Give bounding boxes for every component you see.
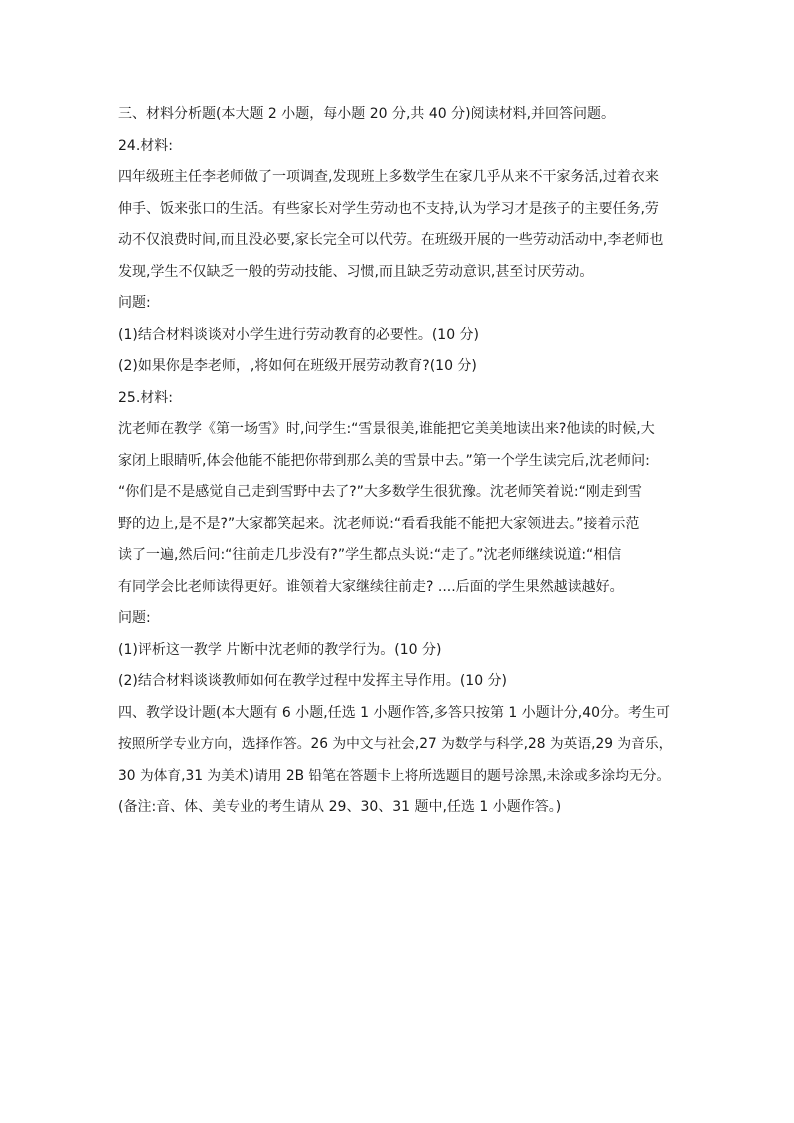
material-25-line: 野的边上,是不是?”大家都笑起来。沈老师说:“看看我能不能把大家领进去。”接着示范 (118, 515, 640, 532)
question-25-sub-2: (2)结合材料谈谈教师如何在教学过程中发挥主导作用。(10 分) (118, 673, 508, 689)
material-24-line: 发现,学生不仅缺乏一般的劳动技能、习惯,而且缺乏劳动意识,甚至讨厌劳动。 (118, 263, 594, 280)
question-24-label: 24.材料: (118, 137, 173, 154)
question-25-problem-label: 问题: (118, 610, 151, 626)
material-24-line: 伸手、饭来张口的生活。有些家长对学生劳动也不支持,认为学习才是孩子的主要任务,劳 (118, 200, 659, 217)
question-24-sub-1: (1)结合材料谈谈对小学生进行劳动教育的必要性。(10 分) (118, 326, 480, 343)
document-body (118, 99, 678, 824)
section-four-line: 30 为体育,31 为美术)请用 2B 铅笔在答题卡上将所选题目的题号涂黑,未涂或多涂均无分。 (118, 767, 671, 784)
material-24-line: 动不仅浪费时间,而且没必要,家长完全可以代劳。在班级开展的一些劳动活动中,李老师也 (118, 232, 664, 248)
material-24-line: 四年级班主任李老师做了一项调查,发现班上多数学生在家几乎从来不干家务活,过着衣来 (118, 169, 659, 185)
material-25-line: 有同学会比老师读得更好。谁领着大家继续往前走? ....后面的学生果然越读越好。 (118, 578, 624, 595)
material-25-line: 沈老师在教学《第一场雪》时,问学生:“雪景很美,谁能把它美美地读出来?他读的时候,大 (118, 421, 655, 437)
question-25-label: 25.材料: (118, 389, 173, 406)
section-four-line: 按照所学专业方向，选择作答。26 为中文与社会,27 为数学与科学,28 为英语,29 为音乐， (118, 736, 673, 752)
section-three-heading: 三、材料分析题(本大题 2 小题，每小题 20 分,共 40 分)阅读材料,并回答问题。 (118, 106, 616, 122)
material-25-line: 家闭上眼睛听,体会他能不能把你带到那么美的雪景中去。”第一个学生读完后,沈老师问: (118, 452, 650, 469)
material-25-line: “你们是不是感觉自己走到雪野中去了?”大多数学生很犹豫。沈老师笑着说:“刚走到雪 (118, 484, 642, 500)
section-four-note: (备注:音、体、美专业的考生请从 29、30、31 题中,任选 1 小题作答。) (118, 799, 562, 815)
material-25-line: 读了一遍,然后问:“往前走几步没有?”学生都点头说:“走了。”沈老师继续说道:“相信 (118, 547, 622, 563)
section-four-line: 四、教学设计题(本大题有 6 小题,任选 1 小题作答,多答只按第 1 小题计分,40分。考生可 (118, 704, 671, 721)
question-24-sub-2: (2)如果你是李老师，,将如何在班级开展劳动教育?(10 分) (118, 358, 477, 374)
question-25-sub-1: (1)评析这一教学 片断中沈老师的教学行为。(10 分) (118, 641, 442, 658)
question-24-problem-label: 问题: (118, 295, 151, 311)
